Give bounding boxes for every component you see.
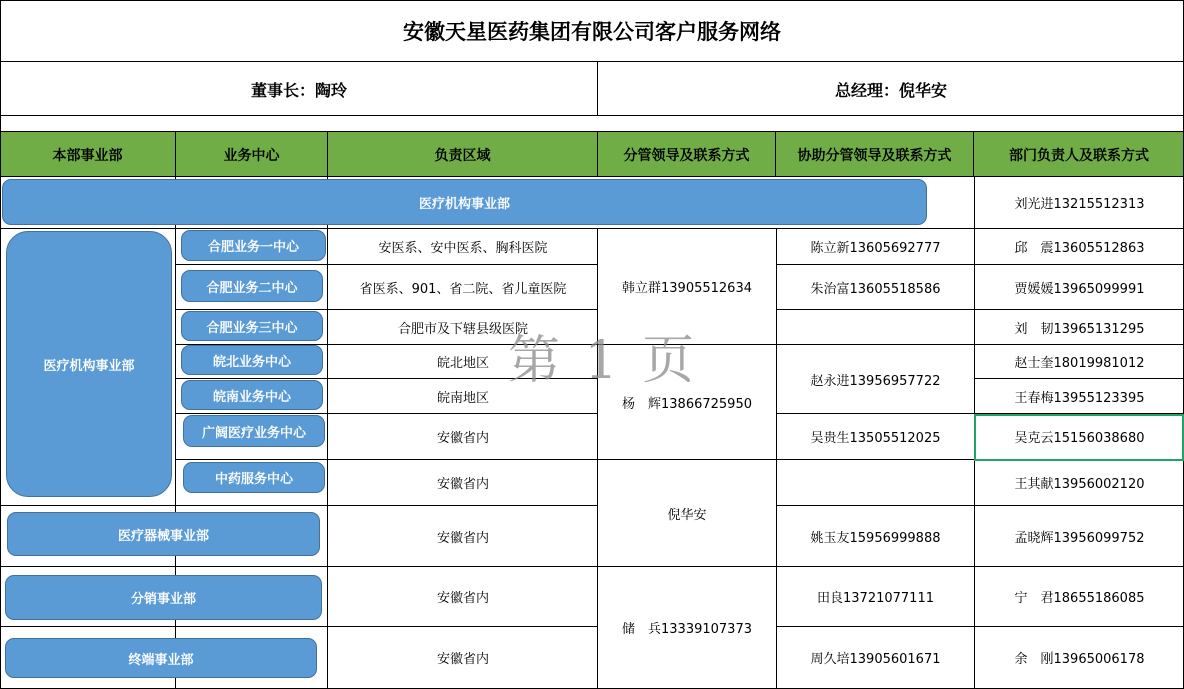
head-cell-10: 宁 君18655186085 — [1014, 591, 1145, 606]
center-shape-hefei-2[interactable]: 合肥业务二中心 — [181, 270, 323, 302]
header-region: 负责区域 — [328, 132, 598, 177]
header-assist: 协助分管领导及联系方式 — [776, 132, 974, 177]
region-cell-4: 皖北地区 — [436, 356, 489, 371]
division-shape-medical-top[interactable]: 医疗机构事业部 — [2, 179, 927, 225]
header-center: 业务中心 — [176, 132, 328, 177]
region-cell-1: 安医系、安中医系、胸科医院 — [378, 241, 548, 256]
division-shape-terminal[interactable]: 终端事业部 — [5, 638, 317, 678]
region-cell-5: 皖南地区 — [436, 390, 489, 406]
assist-cell-8: 田良13721077111 — [817, 591, 934, 606]
assist-cell-2: 朱治富13605518586 — [810, 281, 941, 297]
page-watermark: 第 1 页 — [508, 331, 699, 391]
leader-cell-1: 韩立群13905512634 — [622, 281, 752, 296]
region-cell-3: 合肥市及下辖县级医院 — [397, 321, 528, 337]
head-cell-7[interactable]: 吴克云15156038680 — [1014, 431, 1145, 446]
region-cell-6: 安徽省内 — [436, 431, 489, 446]
center-shape-guangkuo[interactable]: 广阔医疗业务中心 — [183, 415, 325, 447]
assist-cell-6 — [777, 460, 974, 505]
header-leader: 分管领导及联系方式 — [598, 132, 776, 177]
region-cell-7: 安徽省内 — [436, 477, 489, 492]
head-cell-3: 贾媛媛13965099991 — [1014, 281, 1145, 297]
division-shape-device[interactable]: 医疗器械事业部 — [7, 512, 320, 556]
assist-cell-1: 陈立新13605692777 — [810, 241, 941, 256]
assist-cell-4: 赵永进13956957722 — [810, 373, 941, 389]
head-cell-4: 刘 韧13965131295 — [1014, 321, 1145, 337]
assist-cell-7: 姚玉友15956999888 — [810, 530, 941, 546]
division-shape-distribution[interactable]: 分销事业部 — [5, 575, 322, 620]
center-shape-tcm[interactable]: 中药服务中心 — [183, 462, 325, 493]
region-cell-8: 安徽省内 — [436, 530, 489, 546]
leader-cell-2: 杨 辉13866725950 — [622, 396, 752, 412]
region-cell-9: 安徽省内 — [436, 591, 489, 606]
center-shape-hefei-1[interactable]: 合肥业务一中心 — [181, 230, 326, 261]
division-shape-medical[interactable]: 医疗机构事业部 — [6, 231, 172, 497]
head-cell-2: 邱 震13605512863 — [1014, 241, 1145, 256]
header-division: 本部事业部 — [0, 132, 176, 177]
general-manager-label: 总经理：倪华安 — [834, 80, 947, 100]
selected-cell-outline[interactable] — [974, 414, 1184, 461]
leader-cell-4: 储 兵13339107373 — [622, 622, 752, 637]
head-cell-8: 王其献13956002120 — [1014, 477, 1145, 492]
center-shape-wanbei[interactable]: 皖北业务中心 — [181, 345, 323, 375]
center-shape-hefei-3[interactable]: 合肥业务三中心 — [181, 311, 323, 341]
head-cell-9: 孟晓辉13956099752 — [1014, 530, 1145, 546]
leader-cell-3: 倪华安 — [667, 507, 707, 523]
assist-cell-3 — [777, 310, 974, 344]
chairman-label: 董事长：陶玲 — [250, 80, 347, 100]
head-cell-5: 赵士奎18019981012 — [1014, 356, 1145, 371]
header-head: 部门负责人及联系方式 — [974, 132, 1184, 177]
page-title: 安徽天星医药集团有限公司客户服务网络 — [403, 20, 781, 44]
head-cell-1: 刘光进13215512313 — [1014, 197, 1145, 212]
center-shape-wannan[interactable]: 皖南业务中心 — [181, 380, 323, 410]
assist-cell-9: 周久培13905601671 — [810, 652, 941, 667]
head-cell-6: 王春梅13955123395 — [1014, 390, 1145, 406]
region-cell-2: 省医系、901、省二院、省儿童医院 — [359, 281, 567, 297]
assist-cell-5: 吴贵生13505512025 — [810, 431, 941, 446]
region-cell-10: 安徽省内 — [436, 652, 489, 667]
head-cell-11: 余 刚13965006178 — [1014, 652, 1145, 667]
